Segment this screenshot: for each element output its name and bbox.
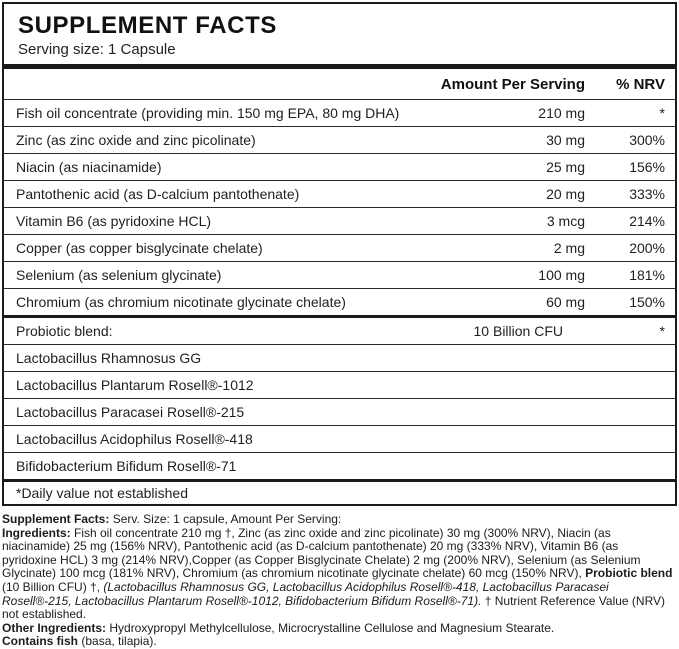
nutrient-amount: 3 mcg bbox=[546, 213, 585, 229]
nutrient-label: Copper (as copper bisglycinate chelate) bbox=[16, 240, 263, 256]
strain-label: Lactobacillus Rhamnosus GG bbox=[16, 350, 202, 366]
nutrient-row bbox=[4, 262, 675, 289]
nutrient-row bbox=[4, 181, 675, 208]
ingredients-text-2: (10 Billion CFU) †, bbox=[2, 579, 104, 594]
nutrient-amount: 60 mg bbox=[546, 294, 585, 310]
footnote-text: *Daily value not established bbox=[16, 485, 188, 501]
supplement-facts-panel bbox=[2, 2, 677, 506]
nutrient-label: Vitamin B6 (as pyridoxine HCL) bbox=[16, 213, 212, 229]
panel-header bbox=[4, 4, 675, 64]
strain-row bbox=[4, 345, 675, 372]
ingredients-paragraph bbox=[2, 527, 676, 622]
nutrient-nrv: * bbox=[659, 105, 665, 121]
serving-summary-label: Supplement Facts: bbox=[2, 512, 110, 526]
nutrient-label: Chromium (as chromium nicotinate glycinate chelate) bbox=[16, 294, 346, 310]
nutrient-amount: 2 mg bbox=[553, 240, 585, 256]
nutrient-nrv: 200% bbox=[629, 240, 665, 256]
other-ingredients-label: Other Ingredients: bbox=[2, 620, 107, 635]
strain-label: Lactobacillus Paracasei Rosell®-215 bbox=[16, 404, 245, 420]
nutrient-nrv: 300% bbox=[629, 132, 665, 148]
amount-header: Amount Per Serving bbox=[440, 75, 585, 93]
ingredients-text-1: Fish oil concentrate 210 mg †, Zinc (as zinc oxide and zinc picolinate) 30 mg (300% NRV), Niacin (as niacinamide) 25 mg (156% NRV), Pantothenic acid (as D-calcium pantothenate) 20 mg (333% NRV), Vitamin B6 (as pyridoxine HCL) 3 mg (214% NRV),Copper (as Copper Bisglycinate Chelate) 2 mg (200% NRV), Selenium (as Selenium Glycinate) 100 mcg (181% NRV), Chromium (as chromium nicotinate glycinate chelate) 60 mcg (150% NRV), bbox=[2, 525, 641, 581]
strain-row bbox=[4, 372, 675, 399]
nutrient-nrv: 214% bbox=[629, 213, 665, 229]
nutrient-row bbox=[4, 100, 675, 127]
nutrient-row bbox=[4, 208, 675, 235]
strains-italic: (Lactobacillus Rhamnosus GG, Lactobacillus Acidophilus Rosell®-418, Lactobacillus Paracasei Rosell®-215, Lactobacillus Plantarum Rosell®-1012, Bifidobacterium Bifidum Rosell®-71). bbox=[2, 579, 609, 608]
nutrient-amount: 20 mg bbox=[546, 186, 585, 202]
other-ingredients-line bbox=[2, 622, 676, 636]
legal-text bbox=[0, 506, 679, 649]
serving-summary-text: Serv. Size: 1 capsule, Amount Per Serving: bbox=[109, 512, 342, 526]
probiotic-nrv: * bbox=[659, 323, 665, 339]
ingredients-label: Ingredients: bbox=[2, 525, 71, 540]
nutrient-row bbox=[4, 235, 675, 262]
nutrient-label: Zinc (as zinc oxide and zinc picolinate) bbox=[16, 132, 256, 148]
probiotic-row bbox=[4, 318, 675, 345]
probiotic-label: Probiotic blend: bbox=[16, 323, 113, 339]
nutrient-amount: 210 mg bbox=[538, 105, 585, 121]
nutrient-nrv: 150% bbox=[629, 294, 665, 310]
nutrient-row bbox=[4, 127, 675, 154]
nutrient-amount: 25 mg bbox=[546, 159, 585, 175]
strain-label: Bifidobacterium Bifidum Rosell®-71 bbox=[16, 458, 237, 474]
supplement-label-page bbox=[0, 2, 679, 649]
strain-row bbox=[4, 399, 675, 426]
serving-size: Serving size: 1 Capsule bbox=[18, 41, 176, 58]
ingredients-text-3: † Nutrient Reference Value (NRV) not established. bbox=[2, 593, 666, 622]
nutrient-nrv: 156% bbox=[629, 159, 665, 175]
column-header-row bbox=[4, 69, 675, 100]
strain-label: Lactobacillus Plantarum Rosell®-1012 bbox=[16, 377, 254, 393]
nutrient-label: Selenium (as selenium glycinate) bbox=[16, 267, 222, 283]
strain-row bbox=[4, 453, 675, 479]
nutrient-label: Pantothenic acid (as D-calcium pantothenate) bbox=[16, 186, 300, 202]
contains-text: (basa, tilapia). bbox=[78, 634, 157, 649]
nutrient-amount: 30 mg bbox=[546, 132, 585, 148]
nutrient-label: Fish oil concentrate (providing min. 150 mg EPA, 80 mg DHA) bbox=[16, 105, 400, 121]
footnote-row bbox=[4, 482, 675, 504]
probiotic-blend-bold: Probiotic blend bbox=[585, 566, 673, 581]
other-ingredients-text: Hydroxypropyl Methylcellulose, Microcrystalline Cellulose and Magnesium Stearate. bbox=[106, 620, 555, 635]
nutrient-nrv: 333% bbox=[629, 186, 665, 202]
panel-title: SUPPLEMENT FACTS bbox=[18, 12, 277, 39]
strain-row bbox=[4, 426, 675, 453]
strain-label: Lactobacillus Acidophilus Rosell®-418 bbox=[16, 431, 253, 447]
nrv-header: % NRV bbox=[616, 75, 665, 93]
nutrient-row bbox=[4, 289, 675, 315]
nutrient-label: Niacin (as niacinamide) bbox=[16, 159, 162, 175]
probiotic-amount: 10 Billion CFU bbox=[473, 323, 563, 339]
nutrient-amount: 100 mg bbox=[538, 267, 585, 283]
serving-summary-line bbox=[2, 513, 676, 527]
nutrient-nrv: 181% bbox=[629, 267, 665, 283]
contains-line bbox=[2, 635, 676, 649]
contains-label: Contains fish bbox=[2, 634, 79, 649]
nutrient-row bbox=[4, 154, 675, 181]
